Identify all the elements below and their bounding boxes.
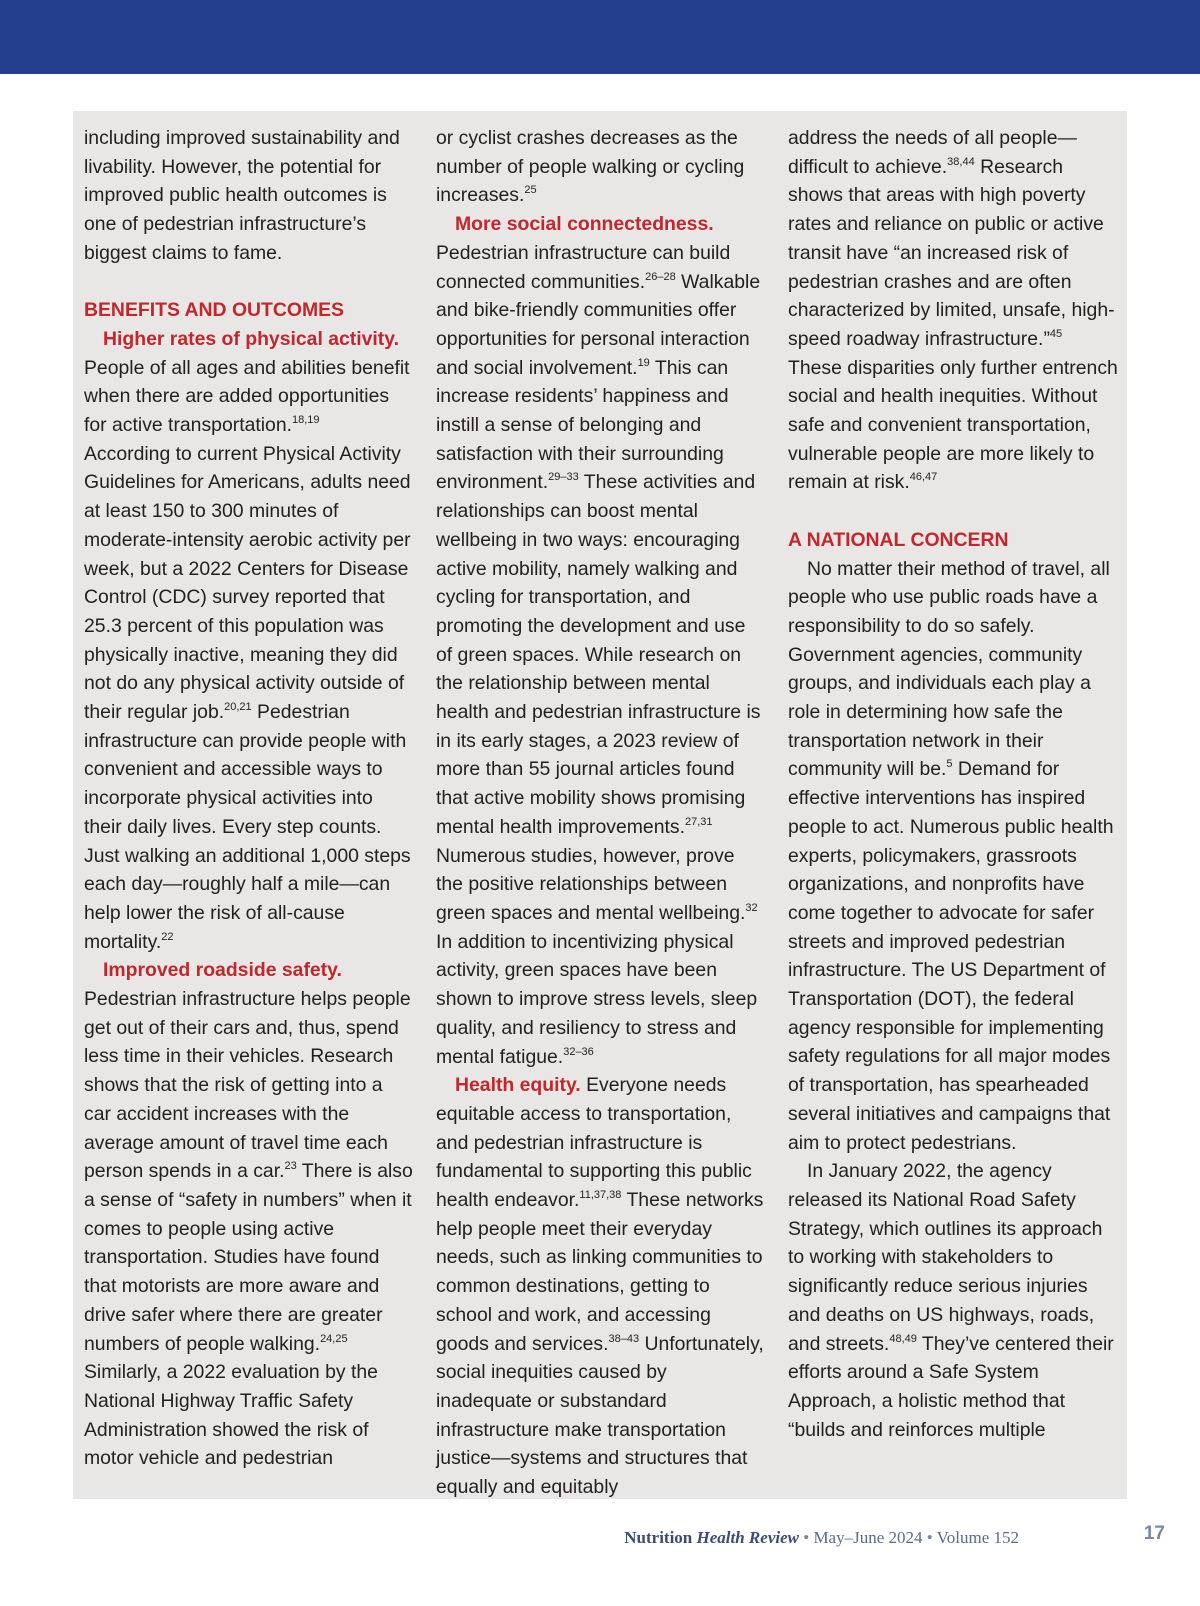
paragraph: No matter their method of travel, all people who use public roads have a responsibility to do so safely. Government agencies, community groups, and individuals each play a role in determining how safe the transportation network in their community will be.$^5$ Demand for effective interventions has inspired people to act. Numerous public health experts, policymakers, grassroots organizations, and nonprofits have come together to advocate for safer streets and improved pedestrian infrastructure. The US Department of Transportation (DOT), the federal agency responsible for implementing safety regulations for all major modes of transportation, has spearheaded several initiatives and campaigns that aim to protect pedestrians. [788,557,1114,1154]
citation: 48,49 [889,1332,917,1345]
run-in-heading: Higher rates of physical activity. [103,327,399,350]
citation: 23 [284,1160,297,1173]
citation: 24,25 [320,1332,348,1345]
citation: 27,31 [684,815,713,828]
paragraph: Health equity. Everyone needs equitable access to transportation, and pedestrian infrastructure is fundamental to supporting this public health endeavor.$^{11,37,38}$ These networks help people meet their everyday needs, such as linking communities to common destinations, getting to school and work, and accessing goods and services.$^{38-43}$ Unfortunately, social inequities caused by inadequate or substandard infrastructure make transportation justice—systems and structures that equally and equitably [436,1074,764,1499]
run-in-heading: Improved roadside safety. [103,959,342,982]
citation: 22 [161,930,174,943]
citation: 18,19 [292,414,320,427]
journal-title: Nutrition Health Review [624,1528,799,1547]
citation: 19 [637,356,650,369]
citation: 5 [946,758,953,771]
section-heading: BENEFITS AND OUTCOMES [84,299,344,322]
paragraph: Higher rates of physical activity. People of all ages and abilities benefit when there are added opportunities for active transportation.$^{18,19}$ According to current Physical Activity Guidelines for Americans, adults need at least 150 to 300 minutes of moderate-intensity aerobic activity per week, but a 2022 Centers for Disease Control (CDC) survey reported that 25.3 percent of this population was physically inactive, meaning they did not do any physical activity outside of their regular job.$^{20,21}$ Pedestrian infrastructure can provide people with convenient and accessible ways to incorporate physical activities into their daily lives. Every step counts. Just walking an additional 1,000 steps each day—roughly half a mile—can help lower the risk of all-cause mortality.$^{22}$ [84,327,411,953]
article-column-1 [84,124,414,1473]
run-in-heading: More social connectedness. [455,213,714,236]
volume: Volume 152 [936,1528,1019,1547]
paragraph: address the needs of all people—difficult to achieve.$^{38,44}$ Research shows that areas with high poverty rates and reliance on public or active transit have “an increased risk of pedestrian crashes and are often characterized by limited, unsafe, high-speed roadway infrastructure.”$^{45}$ These disparities only further entrench social and health inequities. Without safe and convenient transportation, vulnerable people are more likely to remain at risk.$^{46,47}$ [788,127,1118,494]
top-color-band [0,0,1200,74]
citation: 25 [524,184,537,197]
citation: 32–36 [563,1045,594,1058]
citation: 38–43 [608,1332,640,1345]
paragraph: More social connectedness. Pedestrian infrastructure can build connected communities.$^{26-28}$ Walkable and bike-friendly communities offer opportunities for personal interaction and social involvement.$^{19}$ This can increase residents’ happiness and instill a sense of belonging and satisfaction with their surrounding environment.$^{29-33}$ These activities and relationships can boost mental wellbeing in two ways: encouraging active mobility, namely walking and cycling for transportation, and promoting the development and use of green spaces. While research on the relationship between mental health and pedestrian infrastructure is in its early stages, a 2023 review of more than 55 journal articles found that active mobility shows promising mental health improvements.$^{27,31}$ Numerous studies, however, prove the positive relationships between green spaces and mental wellbeing.$^{32}$ In addition to incentivizing physical activity, green spaces have been shown to improve stress levels, sleep quality, and resiliency to stress and mental fatigue.$^{32-36}$ [436,213,761,1068]
citation: 38,44 [947,155,975,168]
paragraph: Improved roadside safety. Pedestrian infrastructure helps people get out of their cars and, thus, spend less time in their vehicles. Research shows that the risk of getting into a car accident increases with the average amount of travel time each person spends in a car.$^{23}$ There is also a sense of “safety in numbers” when it comes to people using active transportation. Studies have found that motorists are more aware and drive safer where there are greater numbers of people walking.$^{24,25}$ Similarly, a 2022 evaluation by the National Highway Traffic Safety Administration showed the risk of motor vehicle and pedestrian [84,959,413,1470]
article-column-2 [436,124,766,1502]
article-column-3 [788,124,1118,1444]
section-heading: A NATIONAL CONCERN [788,528,1009,551]
paragraph: In January 2022, the agency released its National Road Safety Strategy, which outlines its approach to working with stakeholders to significantly reduce serious injuries and deaths on US highways, roads, and streets.$^{48,49}$ They’ve centered their efforts around a Safe System Approach, a holistic method that “builds and reinforces multiple [788,1160,1114,1441]
citation: 46,47 [909,471,938,484]
citation: 26–28 [645,270,676,283]
citation: 20,21 [224,701,252,714]
citation: 32 [745,901,758,914]
paragraph: including improved sustainability and livability. However, the potential for improved public health outcomes is one of pedestrian infrastructure’s biggest claims to fame. [84,127,400,264]
page-footer: Nutrition Health Review • May–June 2024 • Volume 152 [624,1528,1019,1547]
citation: 45 [1049,327,1063,340]
page-number: 17 [1143,1523,1165,1544]
citation: 11,37,38 [579,1189,622,1202]
issue-date: May–June 2024 [813,1528,923,1547]
run-in-heading: Health equity. [455,1074,581,1097]
citation: 29–33 [548,471,579,484]
paragraph: or cyclist crashes decreases as the number of people walking or cycling increases.$^{25}$ [436,127,745,207]
